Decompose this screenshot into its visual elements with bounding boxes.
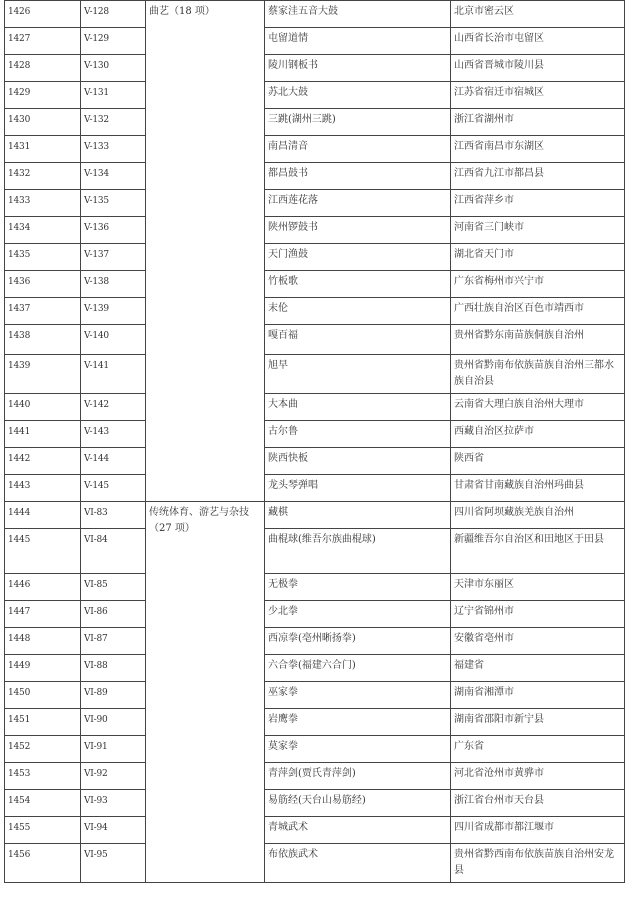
item-name-cell: 无极拳 (265, 574, 451, 601)
region-cell: 陕西省 (451, 448, 625, 475)
item-name-cell: 江西莲花落 (265, 190, 451, 217)
region-cell: 浙江省湖州市 (451, 109, 625, 136)
table-row (5, 325, 625, 355)
seq-cell: 1453 (5, 763, 81, 790)
item-name-cell: 苏北大鼓 (265, 82, 451, 109)
table-row (5, 655, 625, 682)
region-cell: 辽宁省锦州市 (451, 601, 625, 628)
table-row (5, 217, 625, 244)
region-cell: 甘肃省甘南藏族自治州玛曲县 (451, 475, 625, 502)
table-row (5, 190, 625, 217)
table-row (5, 163, 625, 190)
code-cell: V-140 (81, 325, 146, 355)
seq-cell: 1446 (5, 574, 81, 601)
code-cell: VI-84 (81, 529, 146, 574)
item-name-cell: 旭早 (265, 355, 451, 394)
table-row (5, 355, 625, 394)
seq-cell: 1441 (5, 421, 81, 448)
seq-cell: 1444 (5, 502, 81, 529)
region-cell: 西藏自治区拉萨市 (451, 421, 625, 448)
region-cell: 浙江省台州市天台县 (451, 790, 625, 817)
code-cell: VI-87 (81, 628, 146, 655)
table-row (5, 529, 625, 574)
item-name-cell: 西凉拳(亳州晰扬拳) (265, 628, 451, 655)
item-name-cell: 龙头琴弹唱 (265, 475, 451, 502)
seq-cell: 1427 (5, 28, 81, 55)
item-name-cell: 屯留道情 (265, 28, 451, 55)
region-cell: 贵州省黔西南布依族苗族自治州安龙县 (451, 844, 625, 883)
table-row (5, 736, 625, 763)
item-name-cell: 大本曲 (265, 394, 451, 421)
seq-cell: 1430 (5, 109, 81, 136)
item-name-cell: 藏棋 (265, 502, 451, 529)
seq-cell: 1426 (5, 1, 81, 28)
seq-cell: 1452 (5, 736, 81, 763)
region-cell: 安徽省亳州市 (451, 628, 625, 655)
code-cell: VI-90 (81, 709, 146, 736)
code-cell: V-135 (81, 190, 146, 217)
table-row (5, 1, 625, 28)
item-name-cell: 莫家拳 (265, 736, 451, 763)
table-row (5, 502, 625, 529)
table-row (5, 28, 625, 55)
seq-cell: 1434 (5, 217, 81, 244)
item-name-cell: 三跳(湖州三跳) (265, 109, 451, 136)
item-name-cell: 曲棍球(维吾尔族曲棍球) (265, 529, 451, 574)
region-cell: 河北省沧州市黄骅市 (451, 763, 625, 790)
code-cell: VI-91 (81, 736, 146, 763)
seq-cell: 1437 (5, 298, 81, 325)
region-cell: 贵州省黔南布依族苗族自治州三都水族自治县 (451, 355, 625, 394)
region-cell: 广西壮族自治区百色市靖西市 (451, 298, 625, 325)
code-cell: VI-86 (81, 601, 146, 628)
item-name-cell: 都昌鼓书 (265, 163, 451, 190)
seq-cell: 1440 (5, 394, 81, 421)
code-cell: V-131 (81, 82, 146, 109)
item-name-cell: 青城武术 (265, 817, 451, 844)
code-cell: V-137 (81, 244, 146, 271)
region-cell: 天津市东丽区 (451, 574, 625, 601)
item-name-cell: 青萍剑(贾氏青萍剑) (265, 763, 451, 790)
region-cell: 江西省南昌市东湖区 (451, 136, 625, 163)
code-cell: V-142 (81, 394, 146, 421)
code-cell: V-145 (81, 475, 146, 502)
region-cell: 福建省 (451, 655, 625, 682)
table-row (5, 709, 625, 736)
region-cell: 湖北省天门市 (451, 244, 625, 271)
region-cell: 四川省阿坝藏族羌族自治州 (451, 502, 625, 529)
seq-cell: 1428 (5, 55, 81, 82)
seq-cell: 1432 (5, 163, 81, 190)
code-cell: V-134 (81, 163, 146, 190)
code-cell: VI-92 (81, 763, 146, 790)
table-row (5, 55, 625, 82)
seq-cell: 1439 (5, 355, 81, 394)
region-cell: 山西省晋城市陵川县 (451, 55, 625, 82)
seq-cell: 1429 (5, 82, 81, 109)
table-row (5, 817, 625, 844)
table-row (5, 448, 625, 475)
seq-cell: 1442 (5, 448, 81, 475)
code-cell: V-129 (81, 28, 146, 55)
code-cell: VI-95 (81, 844, 146, 883)
region-cell: 新疆维吾尔自治区和田地区于田县 (451, 529, 625, 574)
seq-cell: 1447 (5, 601, 81, 628)
region-cell: 湖南省邵阳市新宁县 (451, 709, 625, 736)
table-row (5, 109, 625, 136)
item-name-cell: 易筋经(天台山易筋经) (265, 790, 451, 817)
heritage-table (4, 0, 625, 883)
item-name-cell: 蔡家洼五音大鼓 (265, 1, 451, 28)
seq-cell: 1450 (5, 682, 81, 709)
code-cell: VI-83 (81, 502, 146, 529)
table-row (5, 82, 625, 109)
seq-cell: 1436 (5, 271, 81, 298)
region-cell: 山西省长治市屯留区 (451, 28, 625, 55)
seq-cell: 1449 (5, 655, 81, 682)
table-row (5, 136, 625, 163)
table-row (5, 601, 625, 628)
table-row (5, 244, 625, 271)
seq-cell: 1448 (5, 628, 81, 655)
region-cell: 北京市密云区 (451, 1, 625, 28)
region-cell: 四川省成都市都江堰市 (451, 817, 625, 844)
item-name-cell: 布依族武术 (265, 844, 451, 883)
code-cell: V-136 (81, 217, 146, 244)
table-row (5, 271, 625, 298)
item-name-cell: 六合拳(福建六合门) (265, 655, 451, 682)
seq-cell: 1454 (5, 790, 81, 817)
item-name-cell: 陵川钢板书 (265, 55, 451, 82)
code-cell: VI-94 (81, 817, 146, 844)
table-row (5, 421, 625, 448)
region-cell: 湖南省湘潭市 (451, 682, 625, 709)
item-name-cell: 巫家拳 (265, 682, 451, 709)
code-cell: V-128 (81, 1, 146, 28)
category-cell: 曲艺（18 项） (146, 1, 265, 502)
region-cell: 江苏省宿迁市宿城区 (451, 82, 625, 109)
code-cell: V-132 (81, 109, 146, 136)
code-cell: V-138 (81, 271, 146, 298)
code-cell: VI-89 (81, 682, 146, 709)
table-body (5, 1, 625, 883)
seq-cell: 1435 (5, 244, 81, 271)
code-cell: V-144 (81, 448, 146, 475)
item-name-cell: 末伦 (265, 298, 451, 325)
table-row (5, 475, 625, 502)
code-cell: V-141 (81, 355, 146, 394)
seq-cell: 1456 (5, 844, 81, 883)
table-row (5, 790, 625, 817)
table-row (5, 628, 625, 655)
item-name-cell: 古尔鲁 (265, 421, 451, 448)
seq-cell: 1451 (5, 709, 81, 736)
item-name-cell: 少北拳 (265, 601, 451, 628)
item-name-cell: 岩鹰拳 (265, 709, 451, 736)
table-row (5, 763, 625, 790)
seq-cell: 1455 (5, 817, 81, 844)
code-cell: VI-88 (81, 655, 146, 682)
item-name-cell: 嘎百福 (265, 325, 451, 355)
category-cell: 传统体育、游艺与杂技（27 项） (146, 502, 265, 883)
table-row (5, 844, 625, 883)
region-cell: 贵州省黔东南苗族侗族自治州 (451, 325, 625, 355)
code-cell: V-139 (81, 298, 146, 325)
seq-cell: 1433 (5, 190, 81, 217)
region-cell: 河南省三门峡市 (451, 217, 625, 244)
item-name-cell: 陕州锣鼓书 (265, 217, 451, 244)
code-cell: V-143 (81, 421, 146, 448)
code-cell: VI-93 (81, 790, 146, 817)
item-name-cell: 竹板歌 (265, 271, 451, 298)
seq-cell: 1445 (5, 529, 81, 574)
table-row (5, 682, 625, 709)
item-name-cell: 天门渔鼓 (265, 244, 451, 271)
seq-cell: 1443 (5, 475, 81, 502)
region-cell: 云南省大理白族自治州大理市 (451, 394, 625, 421)
table-row (5, 298, 625, 325)
region-cell: 广东省 (451, 736, 625, 763)
item-name-cell: 南昌清音 (265, 136, 451, 163)
code-cell: VI-85 (81, 574, 146, 601)
region-cell: 广东省梅州市兴宁市 (451, 271, 625, 298)
table-row (5, 574, 625, 601)
region-cell: 江西省九江市都昌县 (451, 163, 625, 190)
item-name-cell: 陕西快板 (265, 448, 451, 475)
code-cell: V-133 (81, 136, 146, 163)
table-row (5, 394, 625, 421)
seq-cell: 1438 (5, 325, 81, 355)
seq-cell: 1431 (5, 136, 81, 163)
region-cell: 江西省萍乡市 (451, 190, 625, 217)
code-cell: V-130 (81, 55, 146, 82)
